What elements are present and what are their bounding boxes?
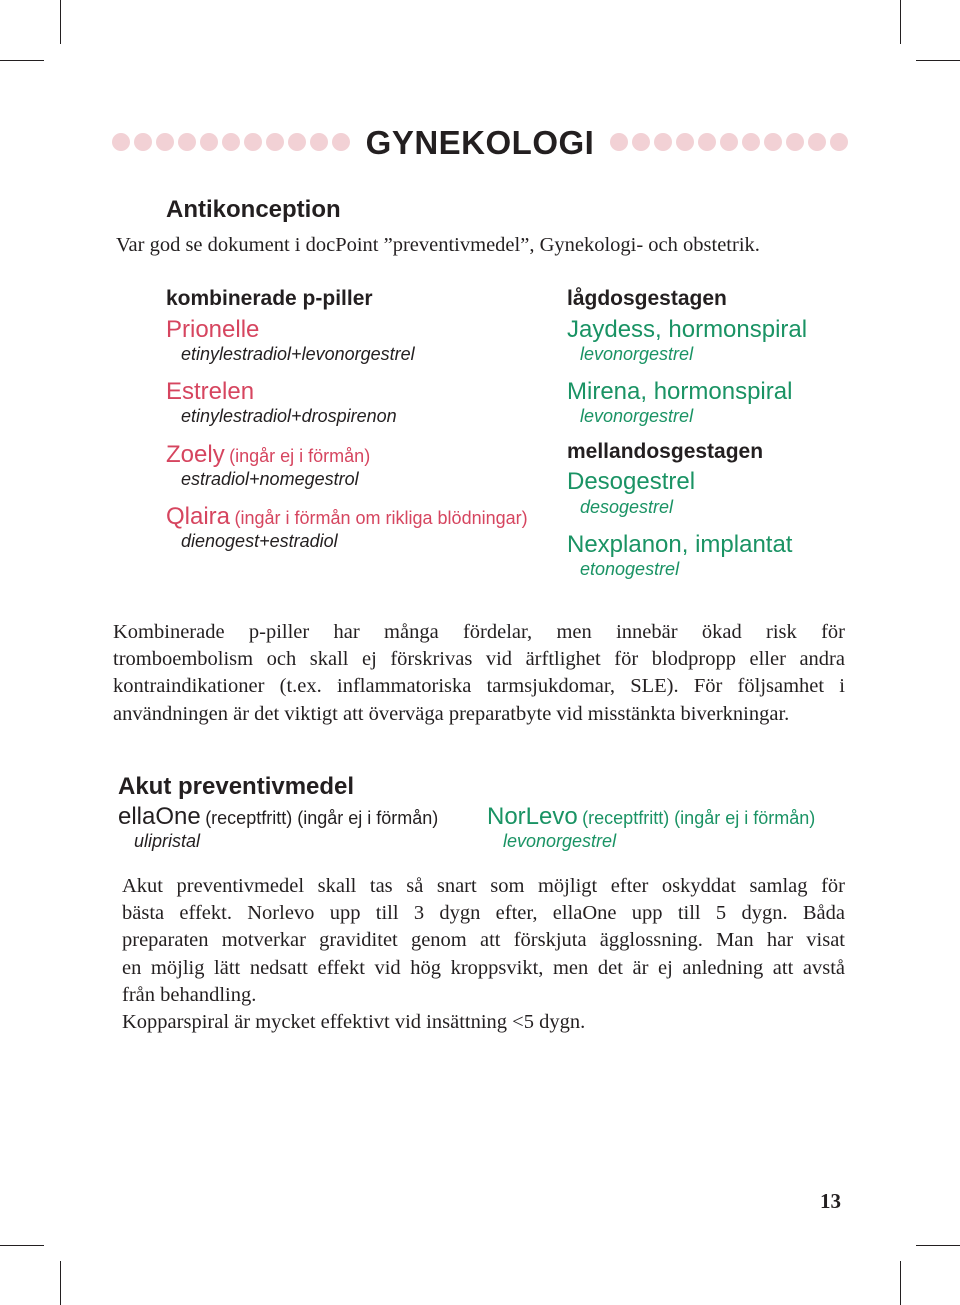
body-paragraph [122,873,845,1036]
paragraph-line: från behandling. [122,983,257,1006]
drug-name: Estrelen [166,378,255,405]
drug-substance: dienogest+estradiol [181,531,338,551]
crop-mark [916,1245,960,1246]
drug-substance: levonorgestrel [503,831,617,851]
section-heading: Akut preventivmedel [118,773,355,800]
crop-mark [900,0,901,44]
drug-note: (receptfritt) (ingår ej i förmån) [205,808,439,828]
paragraph-line: tromboembolism och skall ej förskrivas vid ärftlighet för blodpropp eller andra [113,648,845,671]
paragraph-line: Kombinerade p-piller har många fördelar, men innebär ökad risk för [113,621,845,643]
crop-mark [0,1245,44,1246]
drug-entry [166,503,528,531]
paragraph-line: Kopparspiral är mycket effektivt vid insättning <5 dygn. [122,1011,586,1034]
drug-name: Nexplanon, implantat [567,531,793,558]
paragraph-line: användningen är det viktigt att överväga preparatbyte vid misstänkta biverkningar. [113,702,790,725]
intro-text: Var god se dokument i docPoint ”preventivmedel”, Gynekologi- och obstetrik. [116,234,760,256]
drug-substance: etonogestrel [580,559,680,579]
drug-substance: levonorgestrel [580,406,694,426]
drug-name: Mirena, hormonspiral [567,378,793,405]
category-label: lågdosgestagen [567,287,727,310]
drug-substance: estradiol+nomegestrol [181,469,359,489]
drug-substance: etinylestradiol+drospirenon [181,406,397,426]
paragraph-line: preparaten motverkar graviditet genom att förskjuta ägglossning. Man har visat [122,929,845,952]
drug-name: Qlaira [166,503,231,530]
drug-name: ellaOne [118,803,201,830]
page-title: GYNEKOLOGI [365,124,595,161]
decorative-dots-right [610,133,848,151]
drug-name: Prionelle [166,316,260,343]
drug-name: Zoely [166,441,225,468]
drug-substance: desogestrel [580,497,674,517]
drug-substance: etinylestradiol+levonorgestrel [181,344,415,364]
drug-entry [487,803,815,831]
drug-name: Desogestrel [567,468,696,495]
drug-entry [118,803,438,831]
crop-mark [60,1261,61,1305]
page-number: 13 [820,1189,841,1213]
drug-substance: levonorgestrel [580,344,694,364]
paragraph-line: en möjlig lätt nedsatt effekt vid hög kroppsvikt, men det är ej anledning att avstå [122,956,845,979]
category-label: kombinerade p-piller [166,287,373,310]
body-paragraph [113,619,845,728]
section-heading: Antikonception [166,196,341,223]
drug-substance: ulipristal [134,831,201,851]
paragraph-line: Akut preventivmedel skall tas så snart som möjligt efter oskyddat samlag för [122,875,845,897]
crop-mark [900,1261,901,1305]
paragraph-line: kontraindikationer (t.ex. inflammatoriska tarmsjukdomar, SLE). För följsamhet i [113,675,845,698]
crop-mark [60,0,61,44]
drug-name: NorLevo [487,803,578,830]
crop-mark [916,60,960,61]
drug-note: (ingår i förmån om rikliga blödningar) [234,508,528,528]
drug-entry [166,441,370,469]
drug-name: Jaydess, hormonspiral [567,316,808,343]
crop-mark [0,60,44,61]
paragraph-line: bästa effekt. Norlevo upp till 3 dygn efter, ellaOne upp till 5 dygn. Båda [122,902,845,925]
drug-note: (ingår ej i förmån) [229,446,371,466]
drug-note: (receptfritt) (ingår ej i förmån) [582,808,816,828]
category-label: mellandosgestagen [567,440,764,463]
